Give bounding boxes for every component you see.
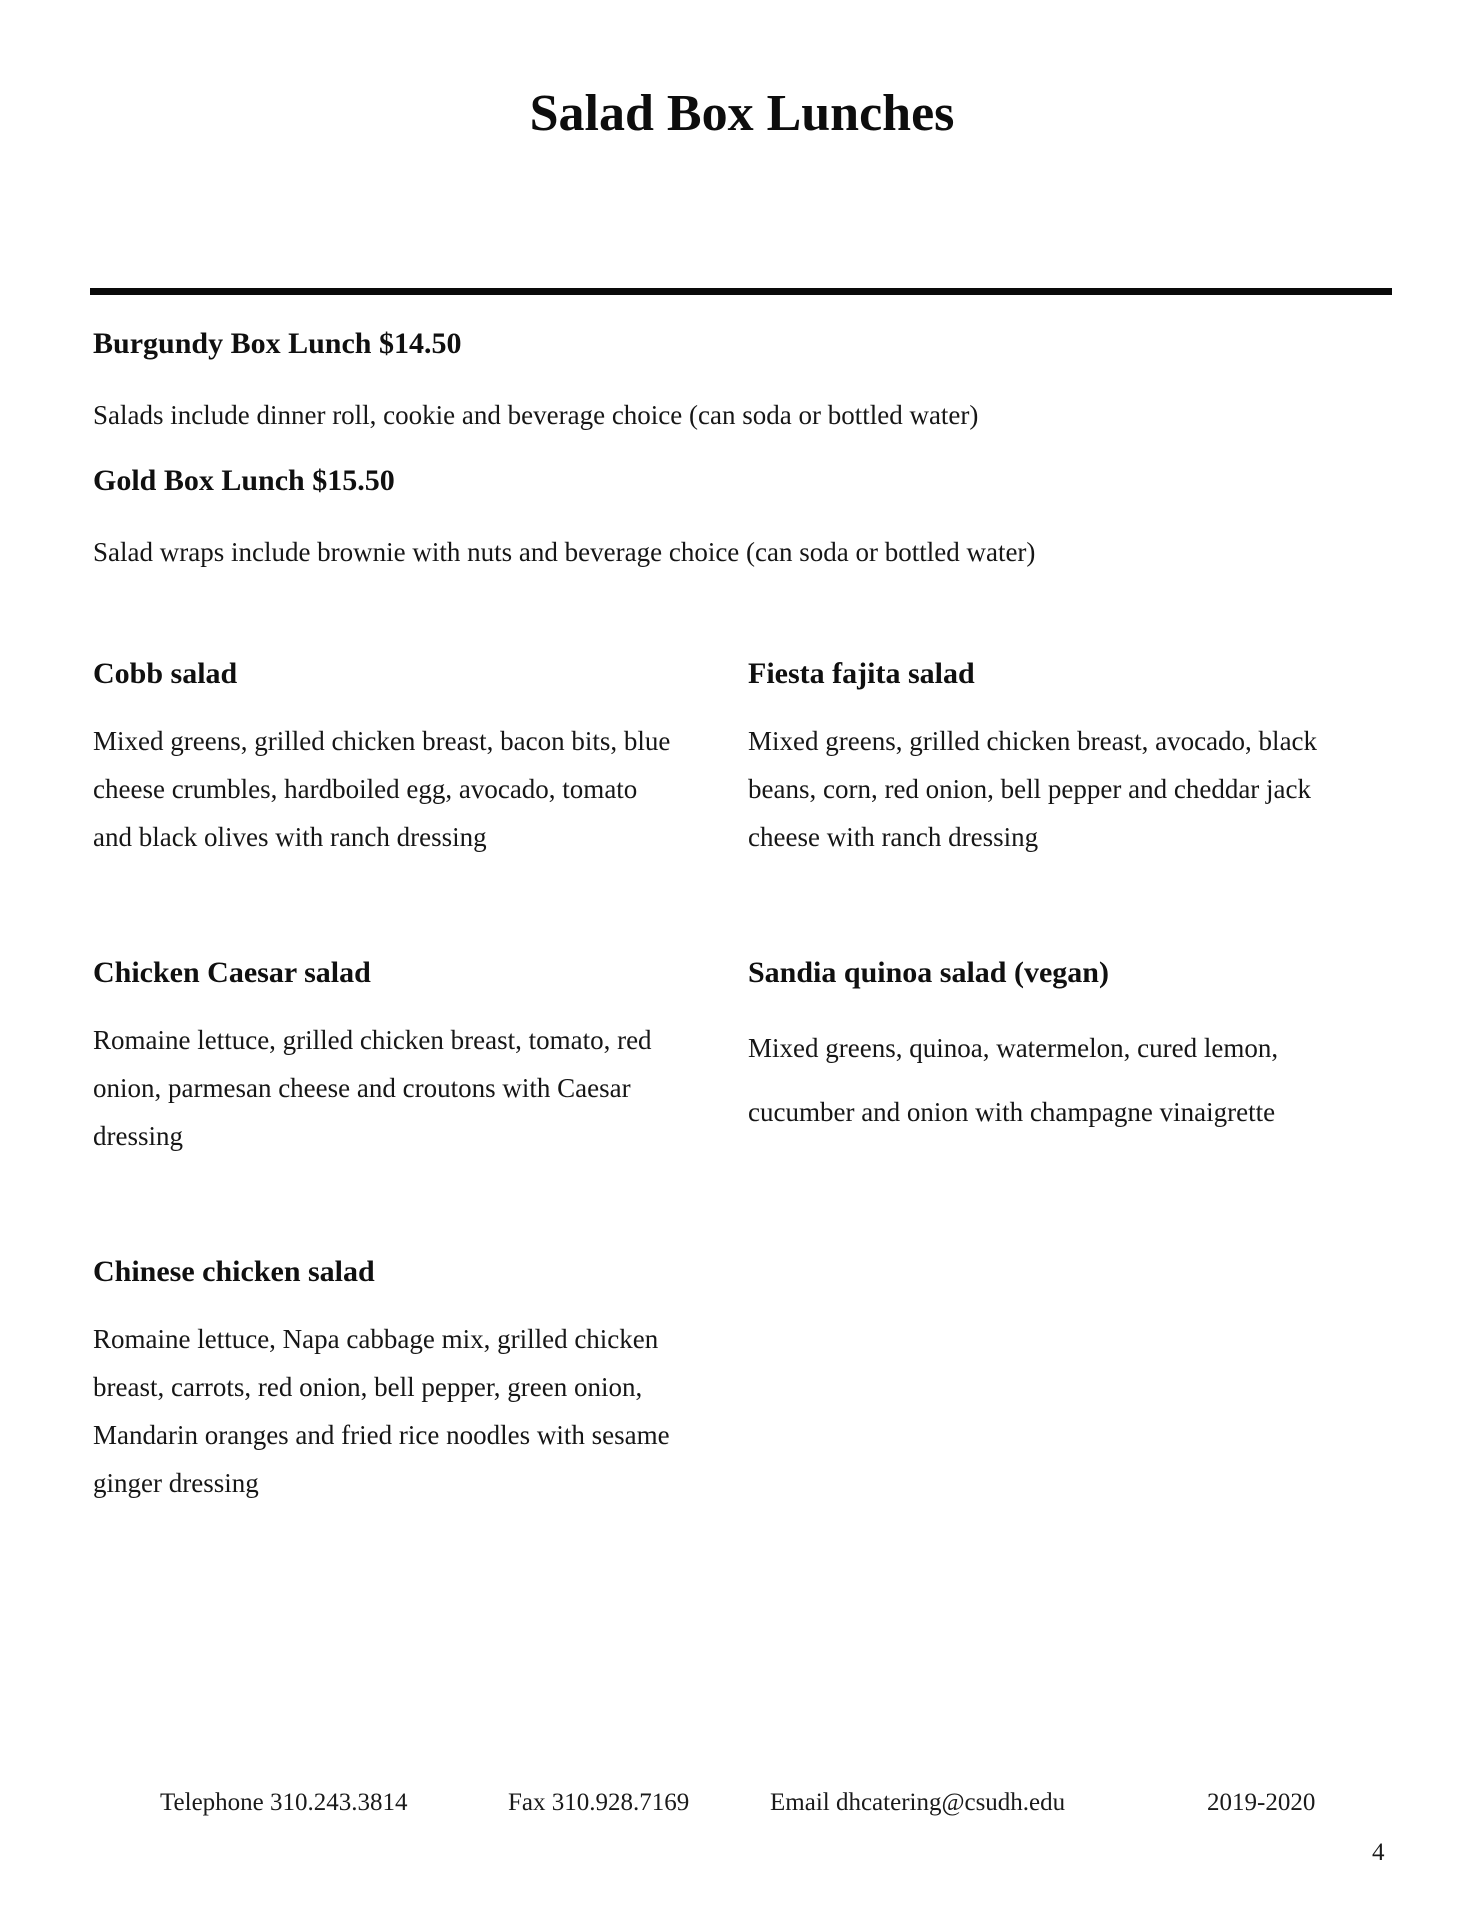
salad-description-line: Mixed greens, grilled chicken breast, avocado, black <box>748 726 1318 756</box>
salad-description-line: cucumber and onion with champagne vinaigrette <box>748 1097 1276 1127</box>
salad-description <box>748 717 1393 861</box>
page-number: 4 <box>1372 1839 1385 1866</box>
salad-description-line: breast, carrots, red onion, bell pepper, green onion, <box>93 1372 643 1402</box>
salad-item-fiesta-fajita <box>748 655 1393 861</box>
gold-box-heading: Gold Box Lunch $15.50 <box>93 464 395 497</box>
salad-description <box>93 717 748 861</box>
salad-description-line: Romaine lettuce, Napa cabbage mix, grilled chicken <box>93 1324 659 1354</box>
footer-year: 2019-2020 <box>1207 1789 1316 1816</box>
salad-description-line: cheese with ranch dressing <box>748 822 1039 852</box>
salad-description-line: dressing <box>93 1121 183 1151</box>
salad-item-chicken-caesar <box>93 954 748 1160</box>
salad-description-line: onion, parmesan cheese and croutons with Caesar <box>93 1073 631 1103</box>
salad-description-line: cheese crumbles, hardboiled egg, avocado, tomato <box>93 774 638 804</box>
salad-description-line: beans, corn, red onion, bell pepper and cheddar jack <box>748 774 1312 804</box>
salad-item-sandia-quinoa <box>748 954 1393 1144</box>
salad-name: Fiesta fajita salad <box>748 657 975 690</box>
salad-description-line: ginger dressing <box>93 1468 259 1498</box>
burgundy-box-heading: Burgundy Box Lunch $14.50 <box>93 327 462 360</box>
salad-description <box>93 1016 748 1160</box>
footer-email: Email dhcatering@csudh.edu <box>770 1789 1066 1816</box>
salad-item-cobb <box>93 655 748 861</box>
salad-name: Cobb salad <box>93 657 238 690</box>
burgundy-box-description: Salads include dinner roll, cookie and beverage choice (can soda or bottled water) <box>93 400 979 430</box>
salad-grid <box>93 655 1393 1552</box>
salad-name: Sandia quinoa salad (vegan) <box>748 956 1109 989</box>
footer-fax: Fax 310.928.7169 <box>508 1789 690 1816</box>
salad-description-line: Mixed greens, quinoa, watermelon, cured lemon, <box>748 1033 1279 1063</box>
gold-box-description: Salad wraps include brownie with nuts and beverage choice (can soda or bottled water) <box>93 537 1036 567</box>
page-title: Salad Box Lunches <box>529 85 955 142</box>
box-lunch-pricing <box>93 325 1393 599</box>
salad-description-line: and black olives with ranch dressing <box>93 822 487 852</box>
salad-description <box>748 1016 1393 1144</box>
salad-description-line: Mandarin oranges and fried rice noodles with sesame <box>93 1420 670 1450</box>
salad-name: Chinese chicken salad <box>93 1255 375 1288</box>
footer-telephone: Telephone 310.243.3814 <box>160 1789 408 1816</box>
page-footer <box>0 1788 1484 1820</box>
salad-name: Chicken Caesar salad <box>93 956 371 989</box>
salad-description-line: Mixed greens, grilled chicken breast, bacon bits, blue <box>93 726 671 756</box>
salad-description <box>93 1315 748 1507</box>
salad-description-line: Romaine lettuce, grilled chicken breast, tomato, red <box>93 1025 652 1055</box>
salad-item-chinese-chicken <box>93 1253 748 1507</box>
horizontal-rule <box>90 288 1392 295</box>
